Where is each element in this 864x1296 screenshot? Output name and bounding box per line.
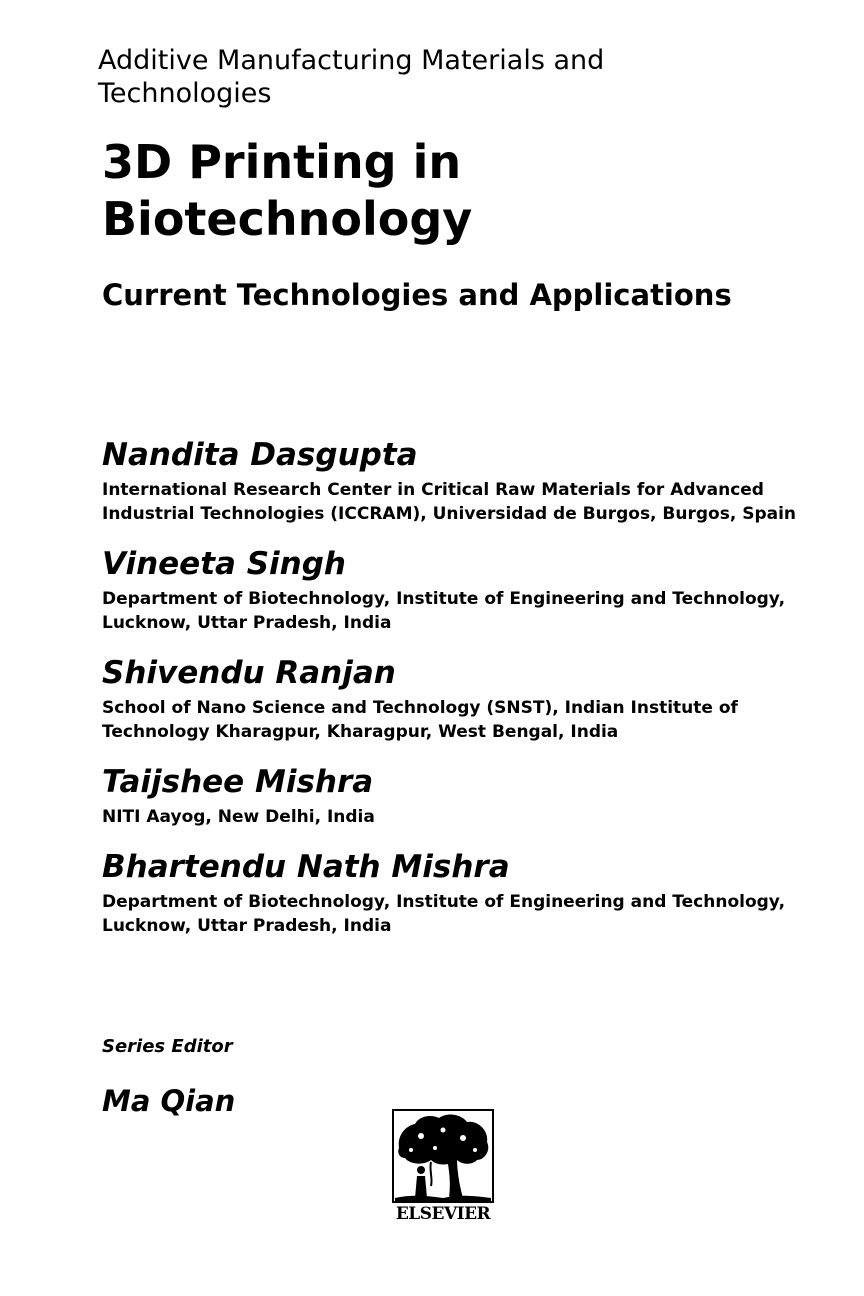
author-affiliation: International Research Center in Critical Raw Materials for Advanced Industrial Technologies (ICCRAM), Universidad de Burgos, Burgos, Spain	[102, 480, 797, 524]
author-name: Shivendu Ranjan	[102, 655, 396, 691]
elsevier-logo	[391, 1108, 495, 1226]
author-name: Taijshee Mishra	[102, 764, 374, 800]
author-list	[102, 432, 822, 953]
author-name: Vineeta Singh	[102, 546, 347, 582]
author-affiliation: Department of Biotechnology, Institute of Engineering and Technology, Lucknow, Uttar Pradesh, India	[102, 892, 786, 936]
author-entry	[102, 432, 822, 526]
series-editor-label: Series Editor	[102, 1036, 233, 1057]
series-editor-name: Ma Qian	[102, 1084, 236, 1118]
author-entry	[102, 541, 822, 635]
author-affiliation: NITI Aayog, New Delhi, India	[102, 807, 375, 827]
author-entry	[102, 844, 822, 938]
author-affiliation: School of Nano Science and Technology (SNST), Indian Institute of Technology Kharagpur, Kharagpur, West Bengal, India	[102, 698, 738, 742]
author-affiliation: Department of Biotechnology, Institute of Engineering and Technology, Lucknow, Uttar Pradesh, India	[102, 589, 786, 633]
author-name: Nandita Dasgupta	[102, 437, 418, 473]
author-entry	[102, 759, 822, 829]
author-entry	[102, 650, 822, 744]
book-title: 3D Printing in Biotechnology	[102, 135, 473, 246]
series-title: Additive Manufacturing Materials and Technologies	[98, 45, 605, 109]
author-name: Bhartendu Nath Mishra	[102, 849, 510, 885]
elsevier-tree-icon	[391, 1108, 495, 1204]
book-subtitle: Current Technologies and Applications	[102, 278, 732, 312]
publisher-logo-text: ELSEVIER	[395, 1204, 491, 1224]
